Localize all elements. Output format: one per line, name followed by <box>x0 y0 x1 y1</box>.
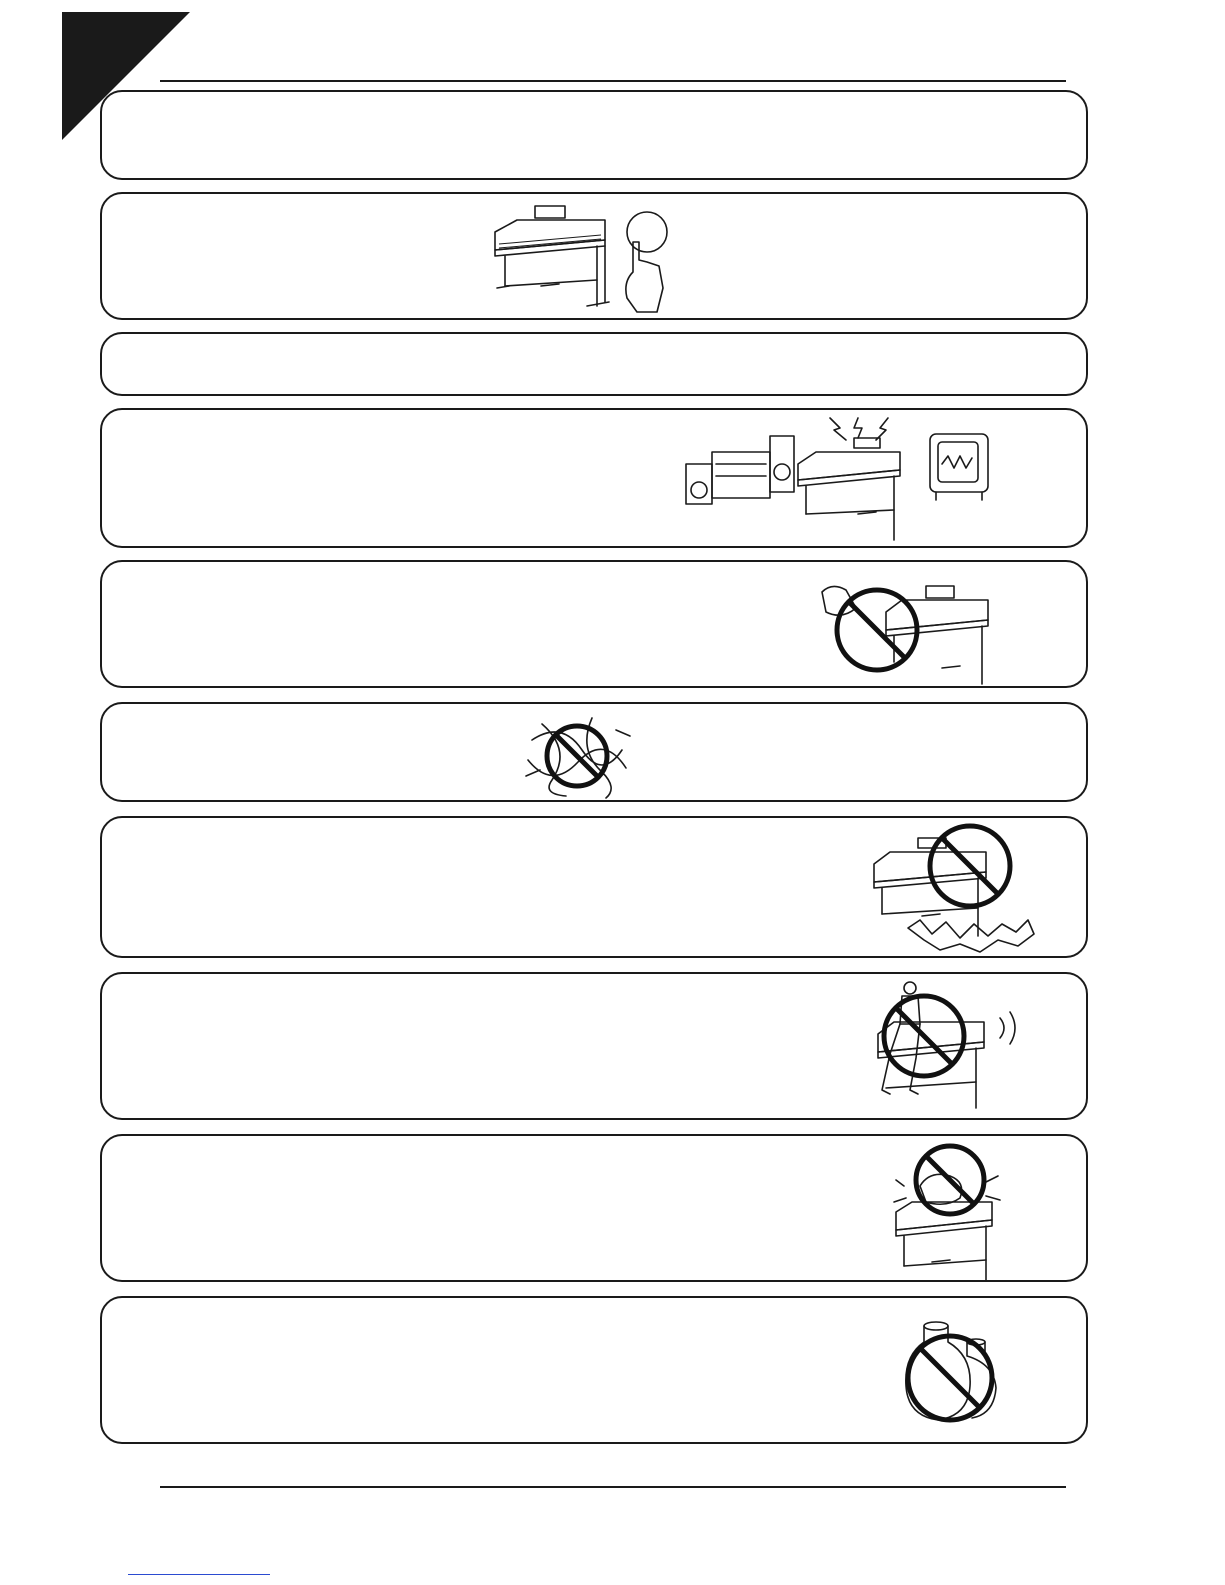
notice-box-10 <box>100 1296 1088 1444</box>
top-rule <box>160 80 1066 82</box>
no-damaged-cables-icon <box>522 710 632 800</box>
stereo-piano-tv-interference-icon <box>682 414 1002 544</box>
no-objects-on-piano-icon <box>890 1142 1010 1282</box>
no-liquids-on-piano-icon <box>802 568 1002 688</box>
piano-with-power-button-icon <box>487 202 687 314</box>
no-sitting-on-piano-icon <box>866 978 1066 1118</box>
notice-box-6 <box>100 702 1088 802</box>
notice-box-9 <box>100 1134 1088 1282</box>
notice-box-1 <box>100 90 1088 180</box>
notice-box-8 <box>100 972 1088 1120</box>
link-underline <box>128 1574 270 1575</box>
notice-box-7 <box>100 816 1088 958</box>
notice-box-5 <box>100 560 1088 688</box>
bottom-rule <box>160 1486 1066 1488</box>
no-piano-near-vibration-icon <box>868 824 1068 954</box>
notice-box-2 <box>100 192 1088 320</box>
notice-box-4 <box>100 408 1088 548</box>
no-chemical-containers-icon <box>898 1316 1008 1431</box>
notice-box-3 <box>100 332 1088 396</box>
